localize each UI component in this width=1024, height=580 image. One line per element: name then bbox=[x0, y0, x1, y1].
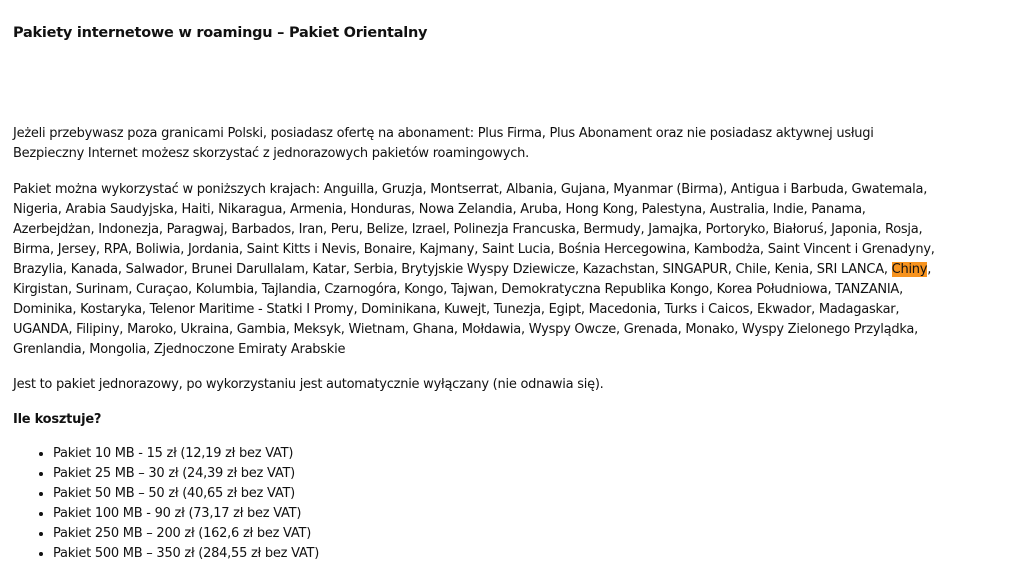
search-highlight: Chiny bbox=[891, 262, 928, 277]
text-line: Nigeria, Arabia Saudyjska, Haiti, Nikaragua, Armenia, Honduras, Nowa Zelandia, Aruba, Hong Kong, Palestyna, Australia, Indie, Panama, bbox=[13, 202, 866, 217]
intro-paragraph bbox=[13, 124, 874, 164]
one-time-note: Jest to pakiet jednorazowy, po wykorzystaniu jest automatycznie wyłączany (nie odnawia się). bbox=[13, 377, 604, 392]
package-item: • Pakiet 250 MB – 200 zł (162,6 zł bez VAT) bbox=[53, 524, 319, 544]
packages-list bbox=[13, 444, 319, 564]
countries-paragraph bbox=[13, 180, 935, 360]
text-line: Dominika, Kostaryka, Telenor Maritime - Statki I Promy, Dominikana, Kuwejt, Tunezja, Egipt, Macedonia, Turks i Caicos, Ekwador, Madagaskar, bbox=[13, 302, 900, 317]
text-line: Jeżeli przebywasz poza granicami Polski, posiadasz ofertę na abonament: Plus Firma, Plus Abonament oraz nie posiadasz aktywnej usługi bbox=[13, 126, 874, 141]
text-line: Kirgistan, Surinam, Curaçao, Kolumbia, Tajlandia, Czarnogóra, Kongo, Tajwan, Demokratyczna Republika Kongo, Korea Południowa, TANZANIA, bbox=[13, 282, 903, 297]
package-item: • Pakiet 100 MB - 90 zł (73,17 zł bez VAT) bbox=[53, 504, 319, 524]
page-title: Pakiety internetowe w roamingu – Pakiet Orientalny bbox=[13, 25, 428, 41]
text-line: Azerbejdżan, Indonezja, Paragwaj, Barbados, Iran, Peru, Belize, Izrael, Polinezja Francuska, Bermudy, Jamajka, Portoryko, Białoruś, Japonia, Rosja, bbox=[13, 222, 923, 237]
text-segment: Brazylia, Kanada, Salwador, Brunei Darullalam, Katar, Serbia, Brytyjskie Wyspy Dziewicze, Kazachstan, SINGAPUR, Chile, Kenia, SRI LANCA, bbox=[13, 262, 892, 277]
text-line: UGANDA, Filipiny, Maroko, Ukraina, Gambia, Meksyk, Wietnam, Ghana, Mołdawia, Wyspy Owcze, Grenada, Monako, Wyspy Zielonego Przylądka, bbox=[13, 322, 919, 337]
package-item: • Pakiet 10 MB - 15 zł (12,19 zł bez VAT) bbox=[53, 444, 319, 464]
package-item: • Pakiet 25 MB – 30 zł (24,39 zł bez VAT) bbox=[53, 464, 319, 484]
package-item: • Pakiet 50 MB – 50 zł (40,65 zł bez VAT) bbox=[53, 484, 319, 504]
text-line: Bezpieczny Internet możesz skorzystać z jednorazowych pakietów roamingowych. bbox=[13, 146, 529, 161]
text-line bbox=[13, 260, 935, 280]
package-item: • Pakiet 500 MB – 350 zł (284,55 zł bez VAT) bbox=[53, 544, 319, 564]
text-segment: , bbox=[927, 262, 932, 277]
text-line: Grenlandia, Mongolia, Zjednoczone Emiraty Arabskie bbox=[13, 342, 346, 357]
text-line: Pakiet można wykorzystać w poniższych krajach: Anguilla, Gruzja, Montserrat, Albania, Gujana, Myanmar (Birma), Antigua i Barbuda, Gwatemala, bbox=[13, 182, 928, 197]
text-line: Birma, Jersey, RPA, Boliwia, Jordania, Saint Kitts i Nevis, Bonaire, Kajmany, Saint Lucia, Bośnia Hercegowina, Kambodża, Saint Vincent i Grenadyny, bbox=[13, 242, 935, 257]
cost-heading: Ile kosztuje? bbox=[13, 412, 102, 427]
